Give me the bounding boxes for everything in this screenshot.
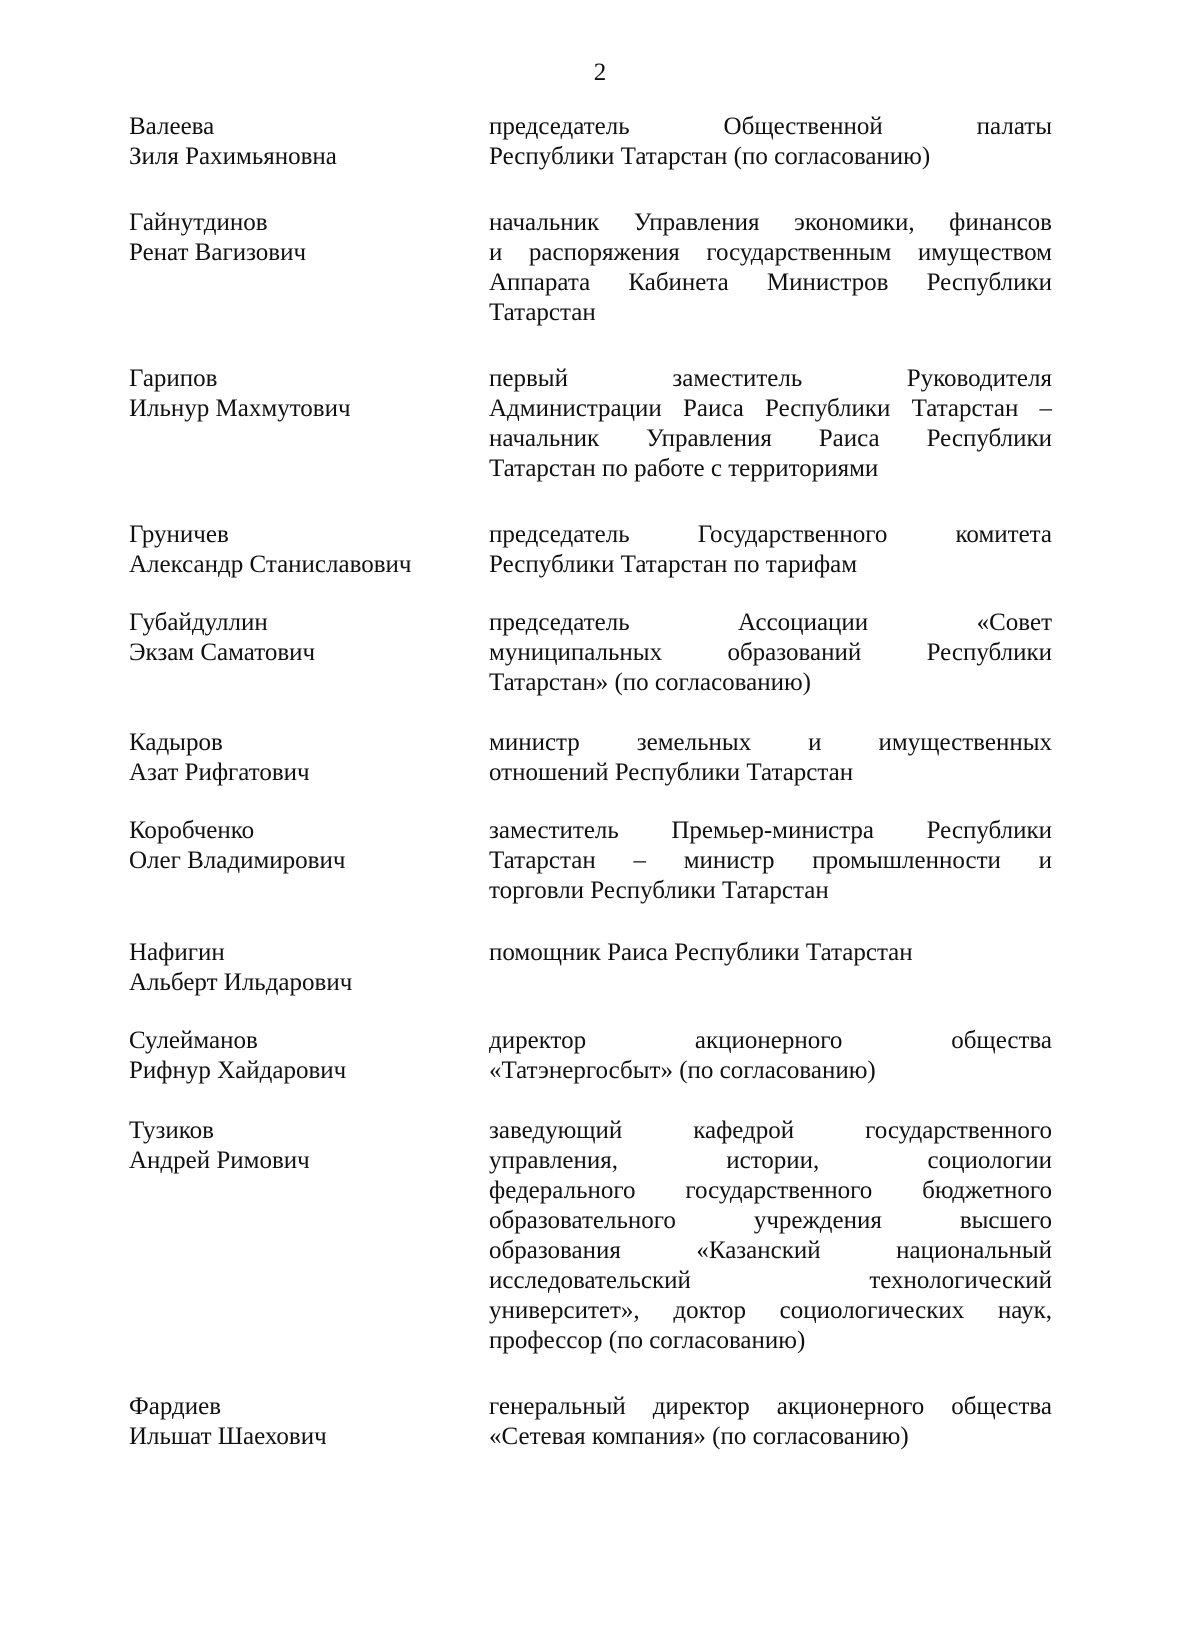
position-line: Татарстан» (по согласованию) — [489, 669, 812, 696]
position-line: председатель Общественной палаты — [489, 113, 1052, 140]
member-entry — [0, 1026, 1200, 1086]
position-line: Администрации Раиса Республики Татарстан – — [489, 395, 1052, 422]
member-position — [489, 608, 1052, 698]
position-line: управления, истории, социологии — [489, 1147, 1052, 1174]
position-line: директор акционерного общества — [489, 1027, 1052, 1054]
page-number: 2 — [593, 59, 607, 86]
member-given-names: Зиля Рахимьяновна — [129, 143, 337, 170]
member-entry — [0, 608, 1200, 698]
member-given-names: Азат Рифгатович — [129, 759, 310, 786]
member-given-names: Андрей Римович — [129, 1147, 310, 1174]
member-entry — [0, 208, 1200, 328]
position-line: помощник Раиса Республики Татарстан — [489, 939, 913, 966]
member-entry — [0, 1392, 1200, 1452]
member-surname: Сулейманов — [129, 1027, 258, 1054]
member-surname: Нафигин — [129, 939, 225, 966]
member-surname: Кадыров — [129, 729, 223, 756]
member-given-names: Экзам Саматович — [129, 639, 316, 666]
position-line: министр земельных и имущественных — [489, 729, 1052, 756]
member-surname: Фардиев — [129, 1393, 222, 1420]
position-line: председатель Государственного комитета — [489, 521, 1052, 548]
member-position — [489, 208, 1052, 328]
position-line: Аппарата Кабинета Министров Республики — [489, 269, 1052, 296]
member-name — [129, 364, 459, 424]
position-line: генеральный директор акционерного общества — [489, 1393, 1052, 1420]
position-line: Татарстан — [489, 299, 596, 326]
member-entry — [0, 1116, 1200, 1356]
member-name — [129, 728, 459, 788]
position-line: исследовательский технологический — [489, 1267, 1052, 1294]
member-position — [489, 816, 1052, 906]
member-position — [489, 1026, 1052, 1086]
member-position — [489, 112, 1052, 172]
position-line: председатель Ассоциации «Совет — [489, 609, 1052, 636]
position-line: муниципальных образований Республики — [489, 639, 1052, 666]
member-position — [489, 364, 1052, 484]
member-list — [0, 112, 1200, 1452]
member-name — [129, 816, 459, 876]
position-line: отношений Республики Татарстан — [489, 759, 854, 786]
member-surname: Гарипов — [129, 365, 218, 392]
member-given-names: Рифнур Хайдарович — [129, 1057, 347, 1084]
position-line: профессор (по согласованию) — [489, 1327, 806, 1354]
member-entry — [0, 728, 1200, 788]
position-line: федерального государственного бюджетного — [489, 1177, 1052, 1204]
member-name — [129, 112, 459, 172]
position-line: Республики Татарстан (по согласованию) — [489, 143, 931, 170]
position-line: образовательного учреждения высшего — [489, 1207, 1052, 1234]
position-line: торговли Республики Татарстан — [489, 877, 829, 904]
position-line: Татарстан по работе с территориями — [489, 455, 879, 482]
member-given-names: Ильшат Шаехович — [129, 1423, 327, 1450]
position-line: начальник Управления экономики, финансов — [489, 209, 1052, 236]
member-surname: Гайнутдинов — [129, 209, 268, 236]
position-line: Республики Татарстан по тарифам — [489, 551, 858, 578]
position-line: образования «Казанский национальный — [489, 1237, 1052, 1264]
member-name — [129, 208, 459, 268]
position-line: заместитель Премьер-министра Республики — [489, 817, 1052, 844]
member-surname: Валеева — [129, 113, 215, 140]
position-line: первый заместитель Руководителя — [489, 365, 1052, 392]
position-line: заведующий кафедрой государственного — [489, 1117, 1052, 1144]
member-position — [489, 1116, 1052, 1356]
member-name — [129, 938, 459, 998]
position-line: «Татэнергосбыт» (по согласованию) — [489, 1057, 876, 1084]
member-given-names: Олег Владимирович — [129, 847, 346, 874]
member-position — [489, 728, 1052, 788]
member-surname: Коробченко — [129, 817, 255, 844]
member-given-names: Альберт Ильдарович — [129, 969, 353, 996]
position-line: начальник Управления Раиса Республики — [489, 425, 1052, 452]
member-given-names: Александр Станиславович — [129, 551, 412, 578]
member-entry — [0, 816, 1200, 906]
member-name — [129, 608, 459, 668]
member-given-names: Ильнур Махмутович — [129, 395, 351, 422]
member-surname: Тузиков — [129, 1117, 214, 1144]
member-entry — [0, 520, 1200, 580]
member-surname: Груничев — [129, 521, 229, 548]
member-surname: Губайдуллин — [129, 609, 268, 636]
member-position — [489, 520, 1052, 580]
member-entry — [0, 364, 1200, 484]
member-position — [489, 938, 1052, 998]
member-entry — [0, 112, 1200, 172]
position-line: университет», доктор социологических наук, — [489, 1297, 1052, 1324]
member-given-names: Ренат Вагизович — [129, 239, 307, 266]
member-name — [129, 1116, 459, 1176]
member-name — [129, 1026, 459, 1086]
member-position — [489, 1392, 1052, 1452]
position-line: Татарстан – министр промышленности и — [489, 847, 1052, 874]
position-line: «Сетевая компания» (по согласованию) — [489, 1423, 909, 1450]
member-name — [129, 520, 459, 580]
member-entry — [0, 938, 1200, 998]
member-name — [129, 1392, 459, 1452]
position-line: и распоряжения государственным имуществом — [489, 239, 1052, 266]
